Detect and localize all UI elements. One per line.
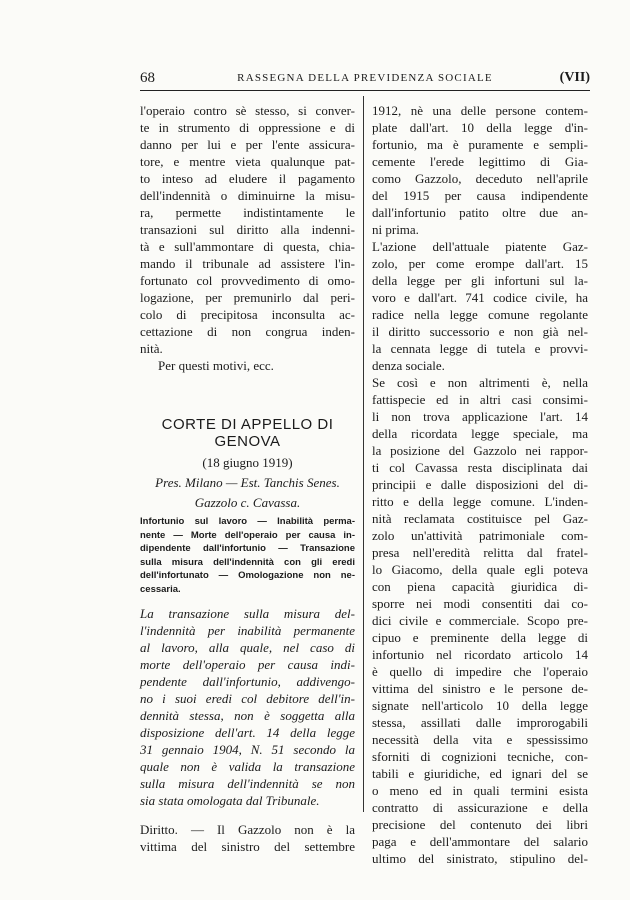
maxim-line: pendente dall'infortunio, addivengo- [140,673,355,689]
text-line: vittima del sinistro e le persone de- [372,681,588,696]
closing-formula: Per questi motivi, ecc. [158,358,274,373]
text-line: infortunio nel ricordato articolo 14 [372,647,588,662]
presidents-line: Pres. Milano — Est. Tanchis Senes. [155,475,340,490]
text-line: denza sociale. [372,358,445,373]
text-line: zolo un'attività patrimoniale com- [372,528,588,543]
text-line: sporre nei modi consentiti dai co- [372,596,588,611]
text-line: principii e dalle disposizioni del di- [372,477,588,492]
text-line: voro e dall'art. 741 codice civile, ha [372,290,588,305]
text-line: ultimo del sinistrato, stipulino del- [372,851,588,866]
text-line: transazioni sul diritto alla indenni- [140,222,355,237]
text-line: tore, e mentre vieta qualunque pat- [140,154,355,169]
text-line: contratto di assicurazione e della [372,800,588,815]
text-line: cemente l'erede legittimo di Gia- [372,154,588,169]
right-paragraph-2 [372,238,588,374]
text-line: fortunio, ma è puramente e sempli- [372,137,588,152]
text-line: tabili e giuridiche, ed ignari del se [372,766,588,781]
text-line: lo Giacomo, della quale egli poteva [372,562,588,577]
text-line: stessa, assillati dalle improrogabili [372,715,588,730]
text-line: colo di precipitosa inconsulta ac- [140,307,355,322]
text-line: nità reclamata costituisce pel Gaz- [372,511,588,526]
text-line: dici civile e commerciale. Scopo pre- [372,613,588,628]
case-summary [140,515,355,597]
text-line: danno per lui e per l'ente assicura- [140,137,355,152]
text-line: fattispecie ed in altri casi consimi- [372,392,588,407]
maxim-line: disposizione dell'art. 14 della legge [140,724,355,740]
summary-line: Infortunio sul lavoro — Inabilità perma- [140,516,355,527]
left-paragraph-2 [140,357,355,374]
text-line: cettazione di non congrua inden- [140,324,355,339]
text-line: presa nell'eredità relitta dal fratel- [372,545,588,560]
text-line: radice nella legge comune regolante [372,307,588,322]
text-line: zolo, per come erompe dall'art. 15 [372,256,588,271]
text-line: nità. [140,341,163,356]
text-line: L'azione dell'attuale piatente Gaz- [372,239,588,254]
text-line: con piena capacità giuridica di- [372,579,588,594]
text-line: l'operaio contro sè stesso, si conver- [140,103,355,118]
maxim-line: morte dell'operaio per causa indi- [140,656,355,672]
text-line: del 1915 per causa indipendente [372,188,588,203]
text-line: della ricordata legge speciale, ma [372,426,588,441]
maxim-line: quale non è valida la transazione [140,758,355,774]
court-heading: CORTE DI APPELLO DI GENOVA [161,416,334,450]
text-line: ti col Cavassa resta disciplinata dai [372,460,588,475]
text-line: della legge per gli infortuni sul la- [372,273,588,288]
legal-maxim [140,605,355,809]
text-line: signate nell'articolo 10 della legge [372,698,588,713]
page-number: 68 [140,70,155,86]
text-line: plate dall'art. 10 della legge d'in- [372,120,588,135]
text-line: ni prima. [372,222,419,237]
text-line: ra, permette indistintamente le [140,205,355,220]
parties-line: Gazzolo c. Cavassa. [194,495,301,510]
text-line: tà e sull'ammontare di questa, chia- [140,239,355,254]
text-line: Diritto. — Il Gazzolo non è la [140,821,355,837]
page-header [140,70,590,90]
text-line: fortunato col provvedimento di omo- [140,273,355,288]
text-line: la cennata legge di tutela e provvi- [372,341,588,356]
maxim-line: 31 gennaio 1904, N. 51 secondo la [140,741,355,757]
right-paragraph-1 [372,102,588,238]
left-paragraph-1 [140,102,355,357]
maxim-line: no i suoi eredi col debitore dell'in- [140,690,355,706]
header-rule [140,90,590,91]
left-column [140,102,355,855]
maxim-line: al lavoro, alla quale, nel caso di [140,639,355,655]
text-line: cipuo e preminente della legge di [372,630,588,645]
text-line: il diritto successorio e non già nel- [372,324,588,339]
right-column [372,102,588,867]
running-title: RASSEGNA DELLA PREVIDENZA SOCIALE [237,72,493,84]
text-line: sforniti di cognizioni tecniche, con- [372,749,588,764]
maxim-line: sulla misura dell'indennità se non [140,775,355,791]
text-line: como Gazzolo, deceduto nell'aprile [372,171,588,186]
text-line: dall'infortunio patito oltre due an- [372,205,588,220]
column-divider [363,96,364,812]
text-line: te in strumento di oppressione e di [140,120,355,135]
text-line: li non trova applicazione l'art. 14 [372,409,588,424]
diritto-paragraph [140,821,355,855]
text-line: o meno ed in quali termini esista [372,783,588,798]
text-line: ritto e della legge comune. L'inden- [372,494,588,509]
text-line: to inteso ad eludere il pagamento [140,171,355,186]
text-line: dell'indennità o diminuirne la misu- [140,188,355,203]
summary-line: dell'infortunato — Omologazione non ne- [140,570,355,582]
text-line: la posizione del Gazzolo nei rappor- [372,443,588,458]
text-line: 1912, nè una delle persone contem- [372,103,588,118]
summary-line: cessaria. [140,583,181,595]
maxim-line: La transazione sulla misura del- [140,605,355,621]
text-line: Se così e non altrimenti è, nella [372,375,588,390]
right-paragraph-3 [372,374,588,867]
maxim-line: dennità stessa, non è soggetta alla [140,707,355,723]
summary-line: sulla misura dell'indennità con gli eredi [140,556,355,568]
text-line: mando il tribunale ad assistere l'in- [140,256,355,271]
decision-date: (18 giugno 1919) [202,455,293,470]
text-line: vittima del sinistro del settembre [140,838,355,854]
maxim-line: l'indennità per inabilità permanente [140,622,355,638]
text-line: precisione del contenuto dei libri [372,817,588,832]
text-line: logazione, per premunirlo dal peri- [140,290,355,305]
text-line: necessità della vita e spessissimo [372,732,588,747]
text-line: è quello di impedire che l'operaio [372,664,588,679]
text-line: paga e dell'ammontare del salario [372,834,588,849]
summary-line: dipendente dall'infortunio — Transazione [140,543,355,555]
volume-number: (VII) [559,70,590,85]
maxim-line: sia stata omologata dal Tribunale. [140,792,320,808]
summary-line: nente — Morte dell'operaio per causa in- [140,529,355,541]
